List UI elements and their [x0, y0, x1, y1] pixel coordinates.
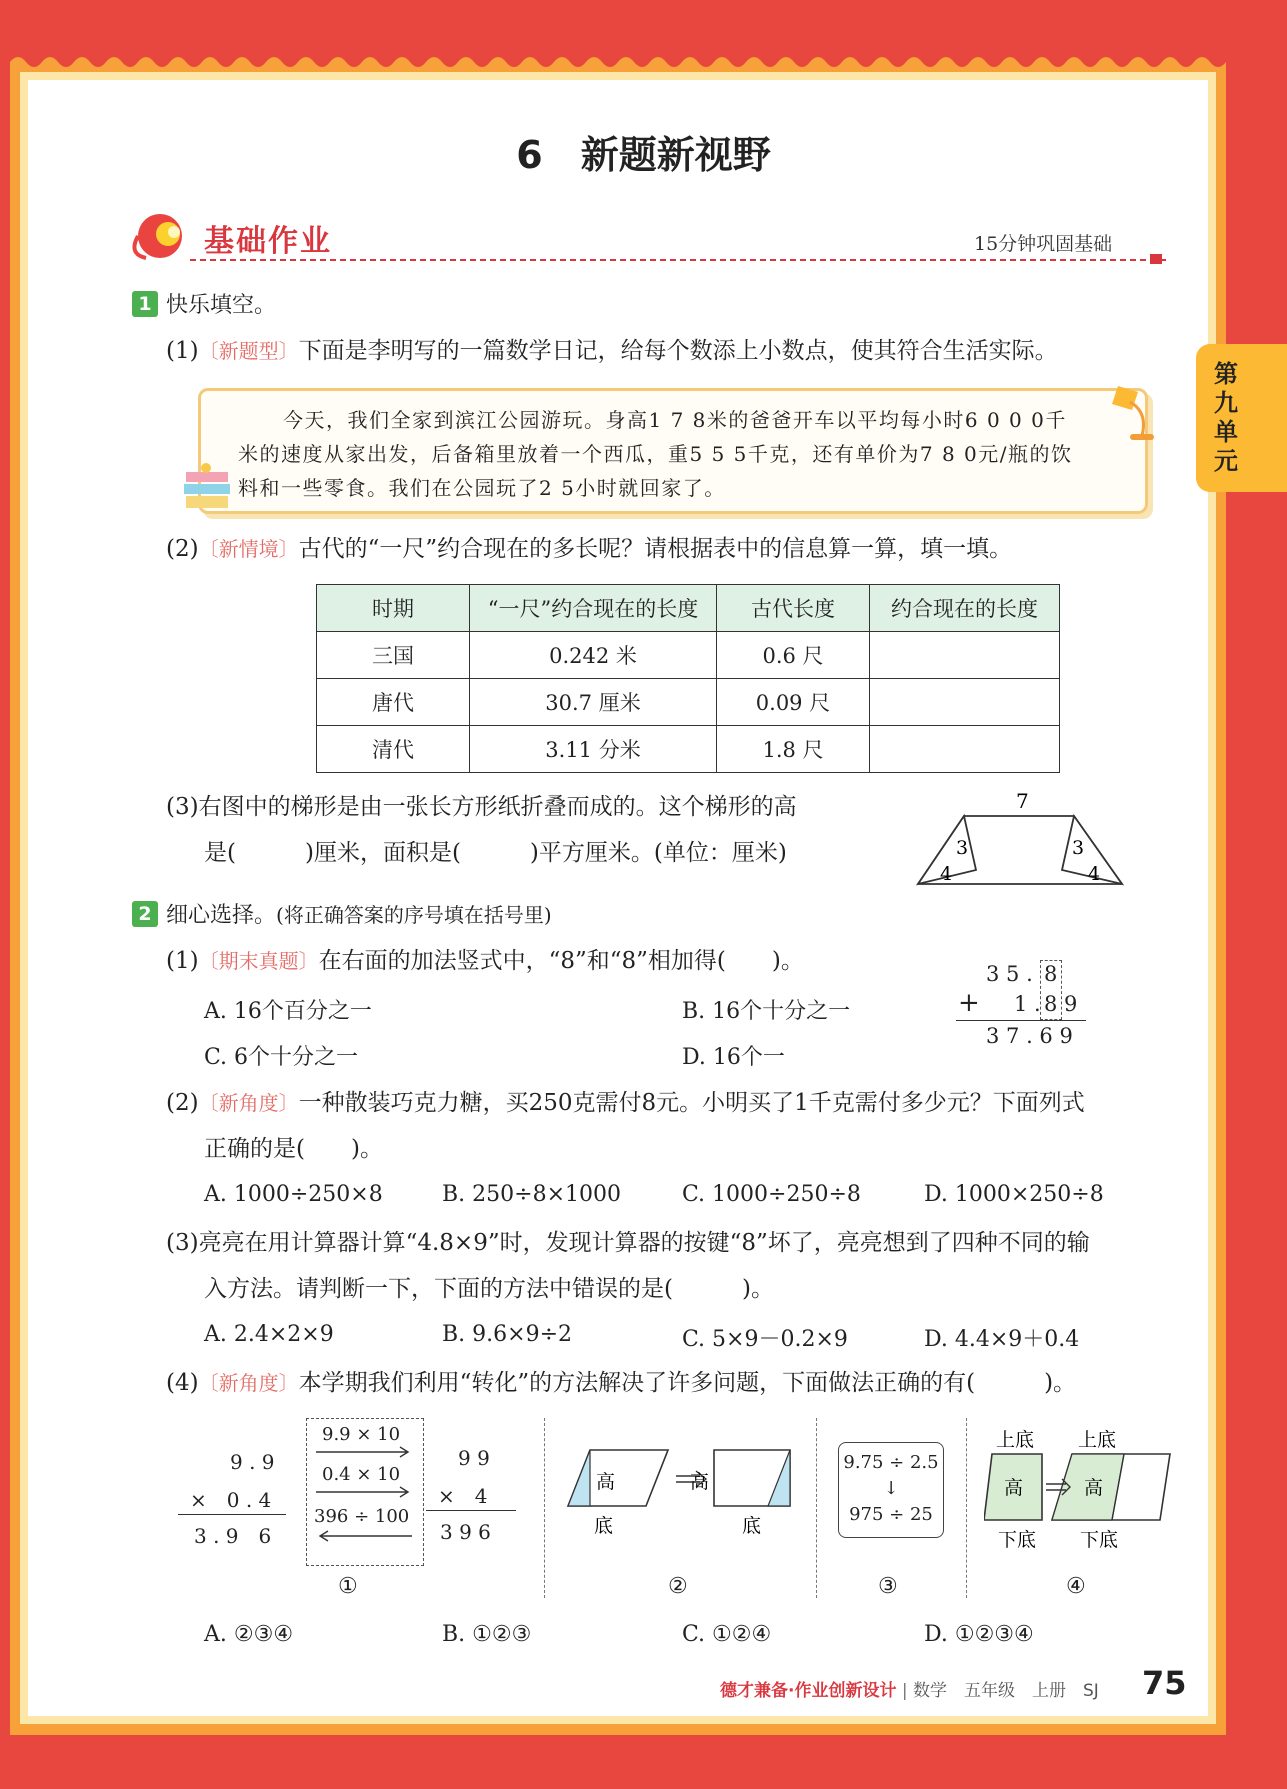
q1-part1-label: (1) — [166, 338, 199, 364]
table-cell: 三国 — [317, 632, 470, 679]
q2-1-option-c[interactable]: C. 6个十分之一 — [204, 1045, 359, 1070]
fig4-bot1: 下底 — [998, 1529, 1037, 1551]
figure-label-1: ① — [338, 1574, 358, 1599]
footer-info: 数学 五年级 上册 SJ — [913, 1681, 1099, 1701]
figure-1-multiplication — [176, 1414, 516, 1574]
q2-part2-label: (2) — [166, 1090, 199, 1116]
ruler-length-table — [316, 584, 1060, 773]
table-cell: 唐代 — [317, 679, 470, 726]
table-cell: 0.242 米 — [470, 632, 717, 679]
fig2-h2: 高 — [690, 1471, 710, 1493]
q2-4-option-d[interactable]: D. ①②③④ — [924, 1622, 1034, 1647]
q1-part1 — [166, 336, 1058, 366]
q2-part4-text: 本学期我们利用“转化”的方法解决了许多问题，下面做法正确的有( )。 — [298, 1370, 1077, 1396]
books-icon — [182, 462, 234, 514]
table-cell: 0.09 尺 — [717, 679, 870, 726]
fig2-base2: 底 — [742, 1515, 762, 1537]
fig1-m2: 0.4 × 10 — [322, 1464, 401, 1485]
lamp-icon — [1108, 382, 1158, 444]
footer: 德才兼备·作业创新设计 | 数学 五年级 上册 SJ — [720, 1681, 1099, 1701]
table-row — [317, 726, 1060, 773]
q2-1-option-d[interactable]: D. 16个一 — [682, 1045, 785, 1070]
trap-left-a: 3 — [956, 837, 969, 859]
table-header-cell: 时期 — [317, 585, 470, 632]
page-title: 6 新题新视野 — [516, 133, 771, 177]
add-digit1: 8 — [1044, 962, 1058, 986]
figure-3-content — [838, 1450, 944, 1528]
fig1-b-line — [426, 1510, 516, 1511]
answer-cell[interactable] — [870, 726, 1060, 773]
q1-heading — [132, 288, 276, 319]
add-plus: + — [958, 988, 980, 1018]
q2-part3-line1 — [166, 1228, 1090, 1258]
q2-note: (将正确答案的序号填在括号里) — [276, 903, 552, 927]
figure-divider — [544, 1418, 545, 1598]
q1-title: 快乐填空。 — [166, 293, 277, 318]
q2-4-option-b[interactable]: B. ①②③ — [442, 1622, 532, 1647]
q1-part3-text: 右图中的梯形是由一张长方形纸折叠而成的。这个梯形的高 — [198, 794, 797, 820]
q1-part3-line1 — [166, 792, 797, 822]
add-digit2: 8 — [1044, 992, 1058, 1016]
diary-line-2: 米的速度从家出发，后备箱里放着一个西瓜，重5 5 5千克，还有单价为7 8 0元/瓶的饮 — [238, 442, 1073, 466]
q1-number: 1 — [132, 291, 158, 317]
table-header-cell: “一尺”约合现在的长度 — [470, 585, 717, 632]
table-row — [317, 679, 1060, 726]
q2-part4-label: (4) — [166, 1370, 199, 1396]
q2-part2-line2: 正确的是( )。 — [204, 1136, 383, 1162]
trap-right-a: 3 — [1072, 837, 1085, 859]
fig4-h1: 高 — [1004, 1477, 1024, 1499]
figure-label-3: ③ — [878, 1574, 898, 1599]
vertical-addition — [952, 960, 1092, 1060]
q1-part2-tag: 〔 新情境 〕 — [199, 537, 299, 561]
table-header-cell: 古代长度 — [717, 585, 870, 632]
answer-cell[interactable] — [870, 679, 1060, 726]
add-highlight-box — [1040, 960, 1062, 1020]
q2-part1-text: 在右面的加法竖式中，“8”和“8”相加得( )。 — [318, 948, 804, 974]
q2-title: 细心选择。 — [166, 903, 277, 928]
figure-divider — [966, 1418, 967, 1598]
unit-tab-char-3: 单 — [1214, 418, 1238, 446]
q1-part3-label: (3) — [166, 794, 199, 820]
q2-3-option-c[interactable]: C. 5×9－0.2×9 — [682, 1327, 848, 1352]
figure-2-parallelogram — [566, 1446, 798, 1542]
fig1-a3: 3 . 9 6 — [194, 1524, 272, 1548]
fig1-arrows — [312, 1414, 418, 1564]
q2-number: 2 — [132, 901, 158, 927]
table-cell: 0.6 尺 — [717, 632, 870, 679]
table-header-row — [317, 585, 1060, 632]
q2-part4-tag: 〔 新角度 〕 — [199, 1371, 299, 1395]
fig3-top: 9.75 ÷ 2.5 — [843, 1452, 939, 1473]
q2-1-option-b[interactable]: B. 16个十分之一 — [682, 999, 851, 1024]
q2-part3-label: (3) — [166, 1230, 199, 1256]
fig4-h2: 高 — [1084, 1477, 1104, 1499]
fig1-b1: 9 9 — [458, 1446, 490, 1470]
fig1-b3: 3 9 6 — [440, 1520, 491, 1544]
q1-part3-line2: 是( )厘米，面积是( )平方厘米。(单位：厘米) — [204, 840, 787, 866]
q2-2-option-d[interactable]: D. 1000×250÷8 — [924, 1182, 1104, 1207]
fig1-a-line — [178, 1514, 286, 1515]
q2-2-option-c[interactable]: C. 1000÷250÷8 — [682, 1182, 861, 1207]
add-result: 3 7 . 6 9 — [986, 1024, 1073, 1048]
bell-icon — [130, 208, 198, 264]
fig3-bottom: 975 ÷ 25 — [849, 1504, 933, 1525]
fig2-base1: 底 — [594, 1515, 614, 1537]
fig2-h1: 高 — [596, 1471, 616, 1493]
q1-part1-text: 下面是李明写的一篇数学日记，给每个数添上小数点，使其符合生活实际。 — [298, 338, 1058, 364]
figure-label-4: ④ — [1066, 1574, 1086, 1599]
q2-part2-line1 — [166, 1088, 1085, 1118]
q1-part2-text: 古代的“一尺”约合现在的多长呢？请根据表中的信息算一算，填一填。 — [298, 536, 1013, 562]
table-cell: 1.8 尺 — [717, 726, 870, 773]
section-divider — [190, 259, 1166, 261]
q2-part1-tag: 〔 期末真题 〕 — [199, 949, 319, 973]
fig4-top2: 上底 — [1078, 1429, 1117, 1451]
answer-cell[interactable] — [870, 632, 1060, 679]
add-row2b: 9 — [1064, 992, 1078, 1016]
q1-part2-label: (2) — [166, 536, 199, 562]
section-subtitle: 15分钟巩固基础 — [974, 233, 1113, 255]
trapezoid-figure — [908, 786, 1128, 890]
q2-part1 — [166, 946, 804, 976]
table-row — [317, 632, 1060, 679]
q2-1-option-a[interactable]: A. 16个百分之一 — [204, 999, 372, 1024]
q2-part2-tag: 〔 新角度 〕 — [199, 1091, 299, 1115]
add-line — [956, 1020, 1086, 1021]
q1-part2 — [166, 534, 1012, 564]
add-row2a: 1 . — [1014, 992, 1041, 1016]
q2-3-option-b[interactable]: B. 9.6×9÷2 — [442, 1322, 573, 1347]
figure-label-2: ② — [668, 1574, 688, 1599]
section-title: 基础作业 — [204, 224, 332, 259]
q2-part1-label: (1) — [166, 948, 199, 974]
fig3-arrow: ↓ — [883, 1478, 899, 1499]
q2-2-option-a[interactable]: A. 1000÷250×8 — [204, 1182, 383, 1207]
fig1-m1: 9.9 × 10 — [322, 1424, 401, 1445]
fig4-top1: 上底 — [996, 1429, 1035, 1451]
trap-right-b: 4 — [1088, 863, 1101, 885]
figure-divider — [816, 1418, 817, 1598]
fig4-bot2: 下底 — [1080, 1529, 1119, 1551]
fig1-a1: 9 . 9 — [230, 1450, 275, 1474]
table-header-cell: 约合现在的长度 — [870, 585, 1060, 632]
diary-line-1: 今天，我们全家到滨江公园游玩。身高1 7 8米的爸爸开车以平均每小时6 0 0 0千 — [283, 408, 1067, 432]
table-cell: 30.7 厘米 — [470, 679, 717, 726]
section-divider-end — [1150, 254, 1162, 264]
figure-4-trapezoid — [984, 1428, 1180, 1554]
q2-3-option-a[interactable]: A. 2.4×2×9 — [204, 1322, 334, 1347]
footer-brand: 德才兼备·作业创新设计 — [720, 1681, 897, 1701]
q1-part1-tag: 〔 新题型 〕 — [199, 339, 299, 363]
table-cell: 清代 — [317, 726, 470, 773]
unit-tab-char-1: 第 — [1214, 360, 1238, 388]
diary-line-3: 料和一些零食。我们在公园玩了2 5小时就回家了。 — [238, 476, 726, 500]
q2-4-option-a[interactable]: A. ②③④ — [204, 1622, 294, 1647]
unit-tab-char-4: 元 — [1214, 447, 1238, 475]
add-row1: 3 5 . — [986, 962, 1033, 986]
q2-part3-text: 亮亮在用计算器计算“4.8×9”时，发现计算器的按键“8”坏了，亮亮想到了四种不同的输 — [198, 1230, 1090, 1256]
q2-3-option-d[interactable]: D. 4.4×9＋0.4 — [924, 1327, 1080, 1352]
fig1-a2: × 0 . 4 — [190, 1488, 272, 1512]
table-cell: 3.11 分米 — [470, 726, 717, 773]
q2-2-option-b[interactable]: B. 250÷8×1000 — [442, 1182, 621, 1207]
unit-tab-char-2: 九 — [1214, 389, 1238, 417]
page-number: 75 — [1142, 1664, 1187, 1702]
q2-heading — [132, 898, 552, 929]
fig1-m3: 396 ÷ 100 — [314, 1506, 410, 1527]
trap-top-label: 7 — [1016, 789, 1029, 813]
q2-4-option-c[interactable]: C. ①②④ — [682, 1622, 772, 1647]
q2-part2-text: 一种散装巧克力糖，买250克需付8元。小明买了1千克需付多少元？下面列式 — [298, 1090, 1085, 1116]
trap-left-b: 4 — [940, 863, 953, 885]
fig1-b2: × 4 — [438, 1484, 488, 1508]
unit-side-tab — [1196, 344, 1287, 492]
q2-part3-line2: 入方法。请判断一下，下面的方法中错误的是( )。 — [204, 1276, 774, 1302]
q2-part4 — [166, 1368, 1076, 1398]
